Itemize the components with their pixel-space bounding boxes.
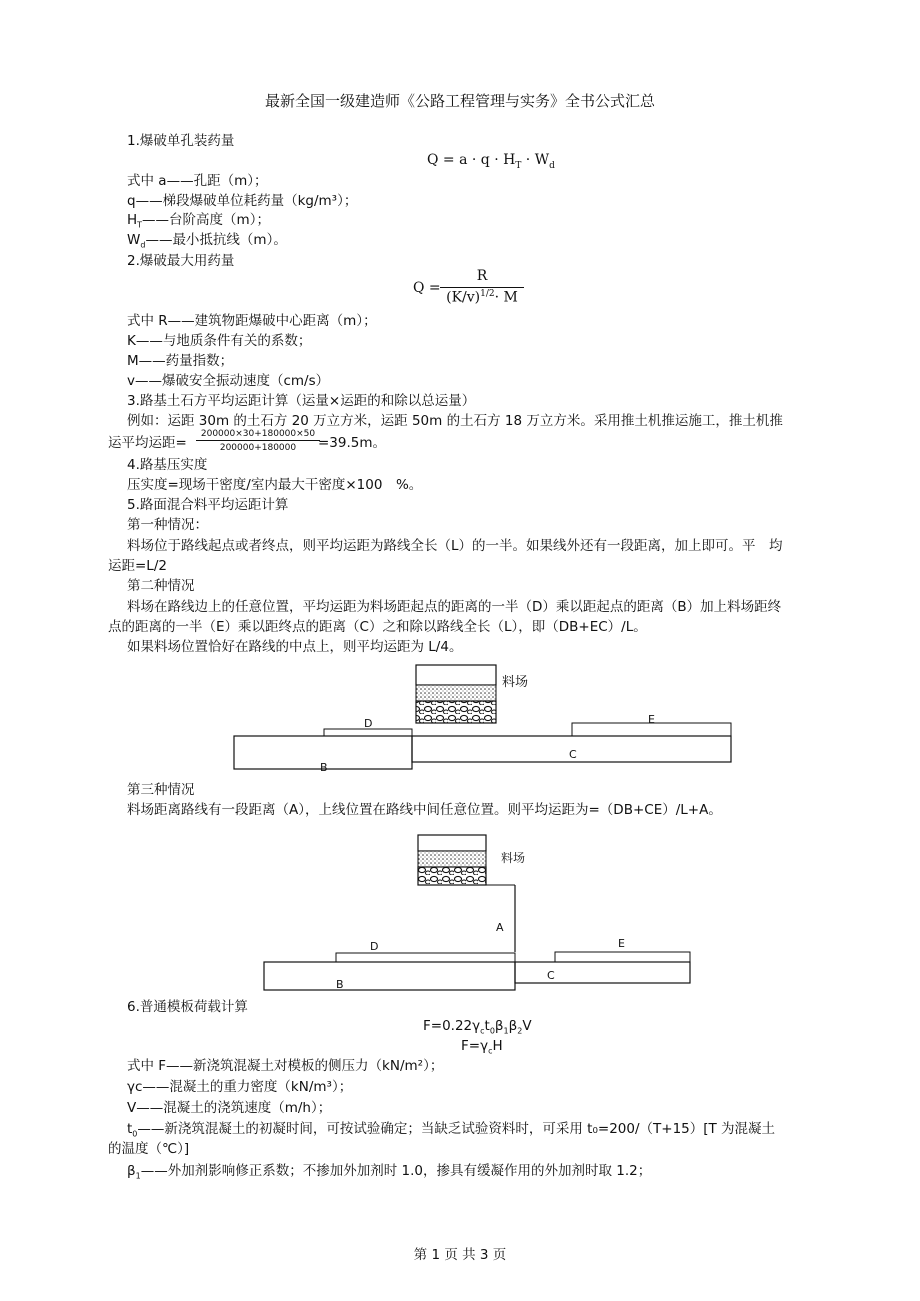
segment-d-bar [336,953,515,962]
yard-label: 料场 [502,675,529,690]
example-frac-bar [196,440,320,441]
def-v: v——爆破安全振动速度（cm/s） [127,373,330,389]
case-1-line-1: 料场位于路线起点或者终点，则平均运距为路线全长（L）的一半。如果线外还有一段距离，加上即可。平 均 [127,538,783,554]
case-1-title: 第一种情况： [127,517,208,533]
section-4-heading: 4.路基压实度 [127,457,208,473]
example-frac-num: 200000×30+180000×50 [200,429,316,439]
def-gamma-c: γc——混凝土的重力密度（kN/m³）； [127,1079,353,1095]
case-1-line-2: 运距=L/2 [108,558,167,574]
label-b: B [336,978,344,991]
route-segment-c [515,962,690,983]
page-footer: 第 1 页 共 3 页 [413,1247,507,1263]
diagram-yard-off-route [250,830,710,994]
def-a: 式中 a——孔距（m）； [127,173,268,189]
yard-label: 料场 [501,851,526,865]
example-frac-den: 200000+180000 [219,443,297,453]
compaction-text: 压实度=现场干密度/室内最大干密度×100 %。 [127,477,423,493]
segment-e-bar [555,952,690,962]
label-d: D [370,940,379,953]
case-2-title: 第二种情况 [127,578,195,594]
formula-denominator: $(K/v)^{1/2}\cdot M$ [446,289,518,306]
case-3-title: 第三种情况 [127,782,195,798]
def-ht: $H_T——$台阶高度（m）； [127,212,270,230]
def-beta1: $\beta_1——$外加剂影响修正系数；不掺加外加剂时 1.0，掺具有缓凝作用的外加剂时取 1.2； [127,1163,652,1181]
formula-charge: $Q = a \cdot q \cdot H_T \cdot W_d$ [427,152,555,171]
material-yard [418,835,486,885]
label-c: C [547,969,555,982]
def-v-speed: V——混凝土的浇筑速度（m/h）； [127,1100,332,1116]
example-line-1: 例如：运距 30m 的土石方 20 万立方米，运距 50m 的土石方 18 万立方米。采用推土机推运施工，推土机推 [127,413,783,429]
example-line-2b: =39.5m。 [318,435,387,451]
formula-q-label: Q = [413,280,441,296]
segment-d-bar [324,729,412,736]
route-segment-b [264,962,515,990]
page-title: 最新全国一级建造师《公路工程管理与实务》全书公式汇总 [264,92,655,110]
label-e: E [648,713,655,726]
formula-lateral-pressure: $F=0.22\gamma_ct_0\beta_1\beta_2V$ [423,1018,532,1036]
case-3-line-1: 料场距离路线有一段距离（A），上线位置在路线中间任意位置。则平均运距为=（DB+CE）/L+A。 [127,802,722,818]
def-t0-cont: 的温度（℃）] [108,1141,190,1157]
section-1-heading: 1.爆破单孔装药量 [127,133,235,149]
label-c: C [569,748,577,761]
case-2-line-3: 如果料场位置恰好在路线的中点上，则平均运距为 L/4。 [127,639,463,655]
def-t0: $t_0——$新浇筑混凝土的初凝时间，可按试验确定；当缺乏试验资料时，可采用 t₀=200/（T+15）[T 为混凝土 [127,1121,776,1139]
def-wd: $W_d——$最小抵抗线（m）。 [127,232,287,250]
case-2-line-2: 点的距离的一半（E）乘以距终点的距离（C）之和除以路线全长（L），即（DB+EC）/L。 [108,619,647,635]
diagram-yard-on-route [220,660,760,778]
formula-numerator: R [476,268,488,284]
case-2-line-1: 料场在路线边上的任意位置，平均运距为料场距起点的距离的一半（D）乘以距起点的距离（B）加上料场距终 [127,599,782,615]
label-b: B [320,761,328,774]
label-e: E [618,937,625,950]
example-line-2a: 运平均运距= [108,435,187,451]
fraction-bar [440,287,524,288]
section-5-heading: 5.路面混合料平均运距计算 [127,497,289,513]
formula-pressure-2: $F=\gamma_cH$ [461,1038,503,1056]
def-r: 式中 R——建筑物距爆破中心距离（m）； [127,313,377,329]
section-6-heading: 6.普通模板荷载计算 [127,999,248,1015]
label-d: D [364,717,373,730]
section-2-heading: 2.爆破最大用药量 [127,253,235,269]
material-yard [416,665,496,723]
def-f: 式中 F——新浇筑混凝土对模板的侧压力（kN/m²）； [127,1058,444,1074]
def-k: K——与地质条件有关的系数； [127,333,312,349]
section-3-heading: 3.路基土石方平均运距计算（运量×运距的和除以总运量） [127,393,476,409]
def-q: q——梯段爆破单位耗药量（kg/m³）； [127,193,358,209]
label-a: A [496,921,504,934]
def-m: M——药量指数； [127,353,234,369]
